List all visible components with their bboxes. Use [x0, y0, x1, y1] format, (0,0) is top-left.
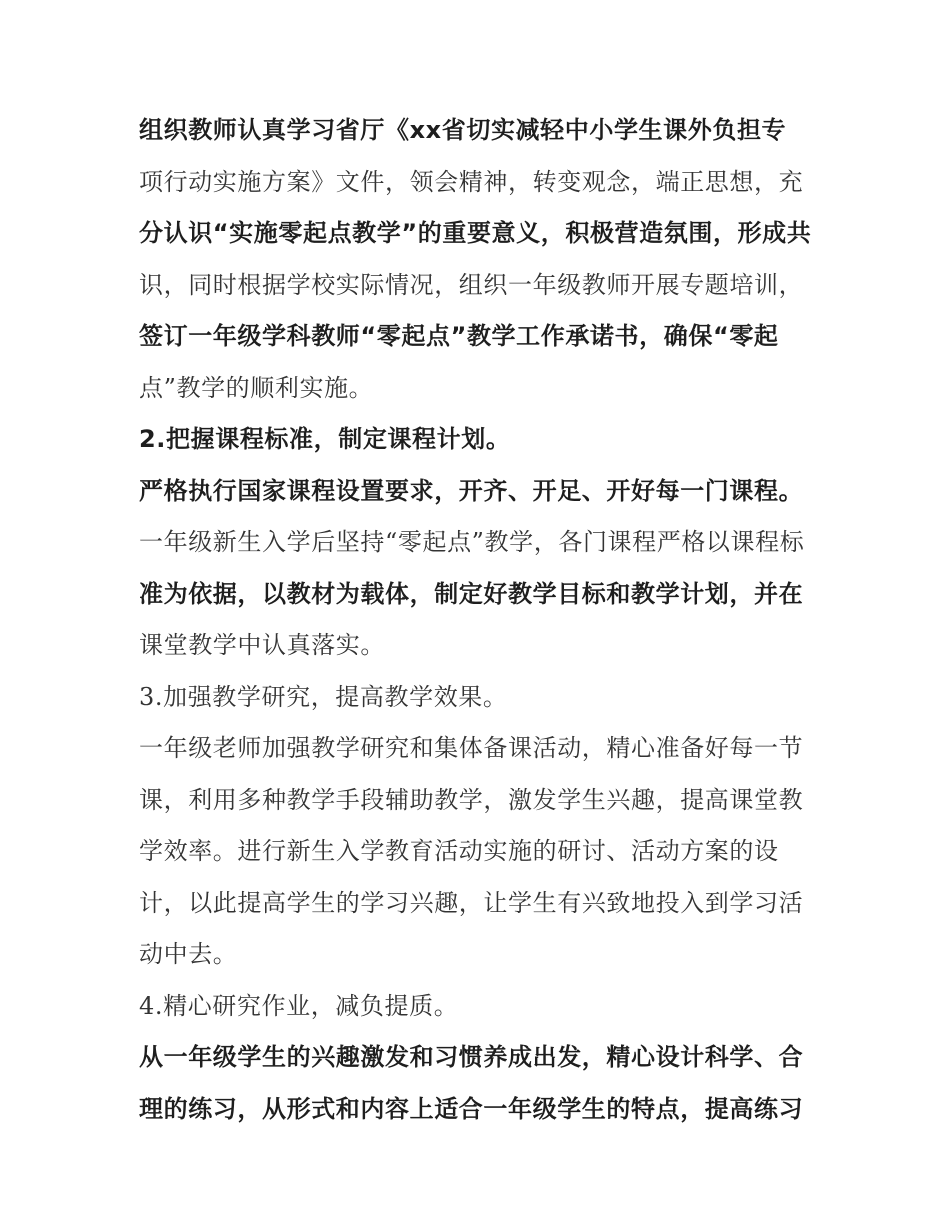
- text-line: 课，利用多种教学手段辅助教学，激发学生兴趣，提高课堂教: [139, 785, 804, 814]
- text-line: 项行动实施方案》文件，领会精神，转变观念，端正思想，充: [139, 167, 804, 196]
- text-line: 组织教师认真学习省厅《xx省切实减轻中小学生课外负担专: [139, 116, 787, 144]
- text-line: 一年级老师加强教学研究和集体备课活动，精心准备好每一节: [139, 734, 804, 762]
- text-line: 学效率。进行新生入学教育活动实施的研讨、活动方案的设: [139, 837, 779, 865]
- text-line: 准为依据，以教材为载体，制定好教学目标和教学计划，并在: [139, 579, 804, 608]
- document-body: [139, 105, 819, 1135]
- section-heading-4: 4.精心研究作业，减负提质。: [139, 991, 459, 1020]
- text-line: 动中去。: [139, 940, 238, 968]
- text-line: 严格执行国家课程设置要求，开齐、开足、开好每一门课程。: [139, 476, 804, 505]
- text-line: 课堂教学中认真落实。: [139, 631, 385, 659]
- text-line: 理的练习，从形式和内容上适合一年级学生的特点，提高练习: [139, 1094, 804, 1123]
- text-line: 识，同时根据学校实际情况，组织一年级教师开展专题培训，: [139, 270, 804, 299]
- text-line: 点”教学的顺利实施。: [139, 373, 374, 402]
- section-heading-2: 2.把握课程标准，制定课程计划。: [139, 425, 511, 453]
- text-line: 计，以此提高学生的学习兴趣，让学生有兴致地投入到学习活: [139, 888, 804, 917]
- section-heading-3: 3.加强教学研究，提高教学效果。: [139, 682, 508, 711]
- text-line: 签订一年级学科教师“零起点”教学工作承诺书，确保“零起: [139, 322, 779, 350]
- text-line: 从一年级学生的兴趣激发和习惯养成出发，精心设计科学、合: [139, 1043, 804, 1071]
- text-line: 分认识“实施零起点教学”的重要意义，积极营造氛围，形成共: [139, 219, 812, 247]
- text-line: 一年级新生入学后坚持“零起点”教学，各门课程严格以课程标: [139, 528, 805, 556]
